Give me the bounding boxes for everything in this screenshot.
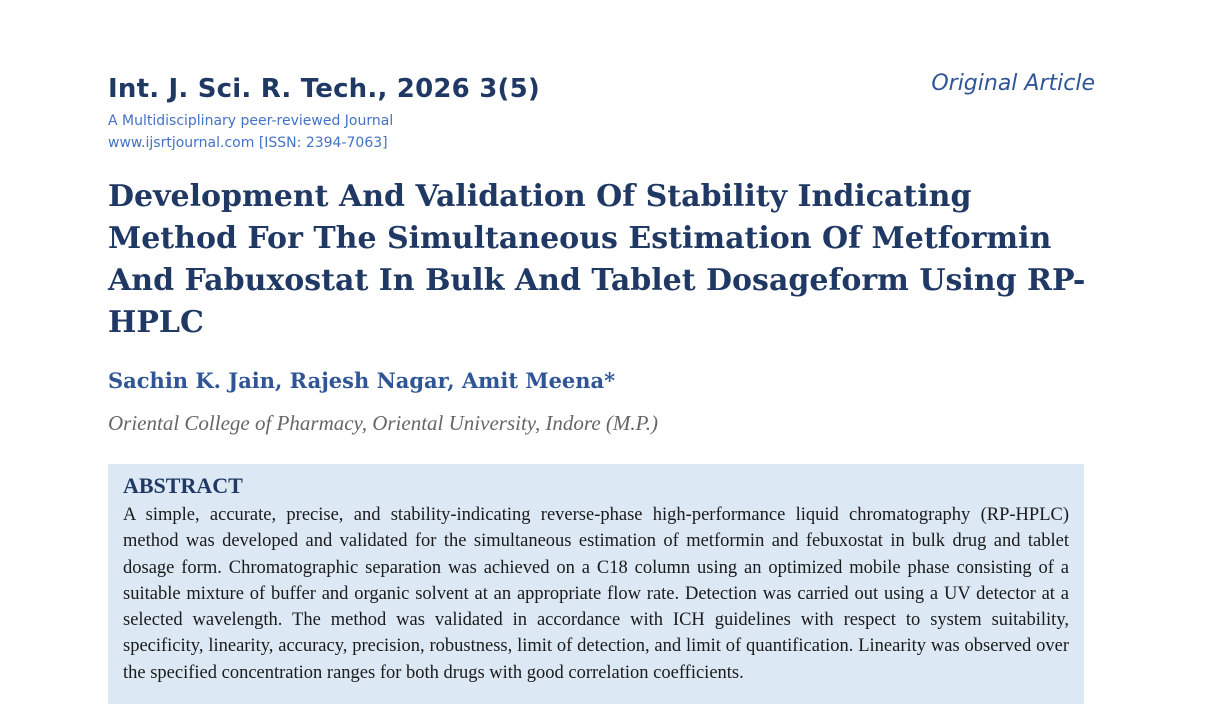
abstract-box (108, 464, 1084, 704)
journal-title: Int. J. Sci. R. Tech., 2026 3(5) (108, 74, 540, 104)
paper-title (108, 176, 1098, 344)
article-type: Original Article (931, 71, 1095, 96)
abstract-text: A simple, accurate, precise, and stability-indicating reverse-phase high-performance liquid chromatography (RP-HPLC) method was developed and validated for the simultaneous estimation of metformin and febuxostat in bulk drug and tablet dosage form. Chromatographic separation was achieved on a C18 column using an optimized mobile phase consisting of a suitable mixture of buffer and organic solvent at an appropriate flow rate. Detection was carried out using a UV detector at a selected wavelength. The method was validated in accordance with ICH guidelines with respect to system suitability, specificity, linearity, accuracy, precision, robustness, limit of detection, and limit of quantification. Linearity was observed over the specified concentration ranges for both drugs with good correlation coefficients. (123, 505, 1069, 683)
journal-website[interactable]: www.ijsrtjournal.com [ISSN: 2394-7063] (108, 135, 388, 151)
journal-subtitle: A Multidisciplinary peer-reviewed Journal (108, 113, 394, 129)
abstract-heading: ABSTRACT (123, 473, 243, 498)
paper-title-line: Development And Validation Of Stability Indicating (108, 179, 972, 214)
authors: Sachin K. Jain, Rajesh Nagar, Amit Meena* (108, 368, 616, 393)
paper-title-line: And Fabuxostat In Bulk And Tablet Dosageform Using RP- (108, 263, 1086, 298)
affiliation: Oriental College of Pharmacy, Oriental University, Indore (M.P.) (108, 411, 658, 435)
paper-title-line: Method For The Simultaneous Estimation Of Metformin (108, 221, 1052, 256)
paper-title-line: HPLC (108, 305, 204, 340)
